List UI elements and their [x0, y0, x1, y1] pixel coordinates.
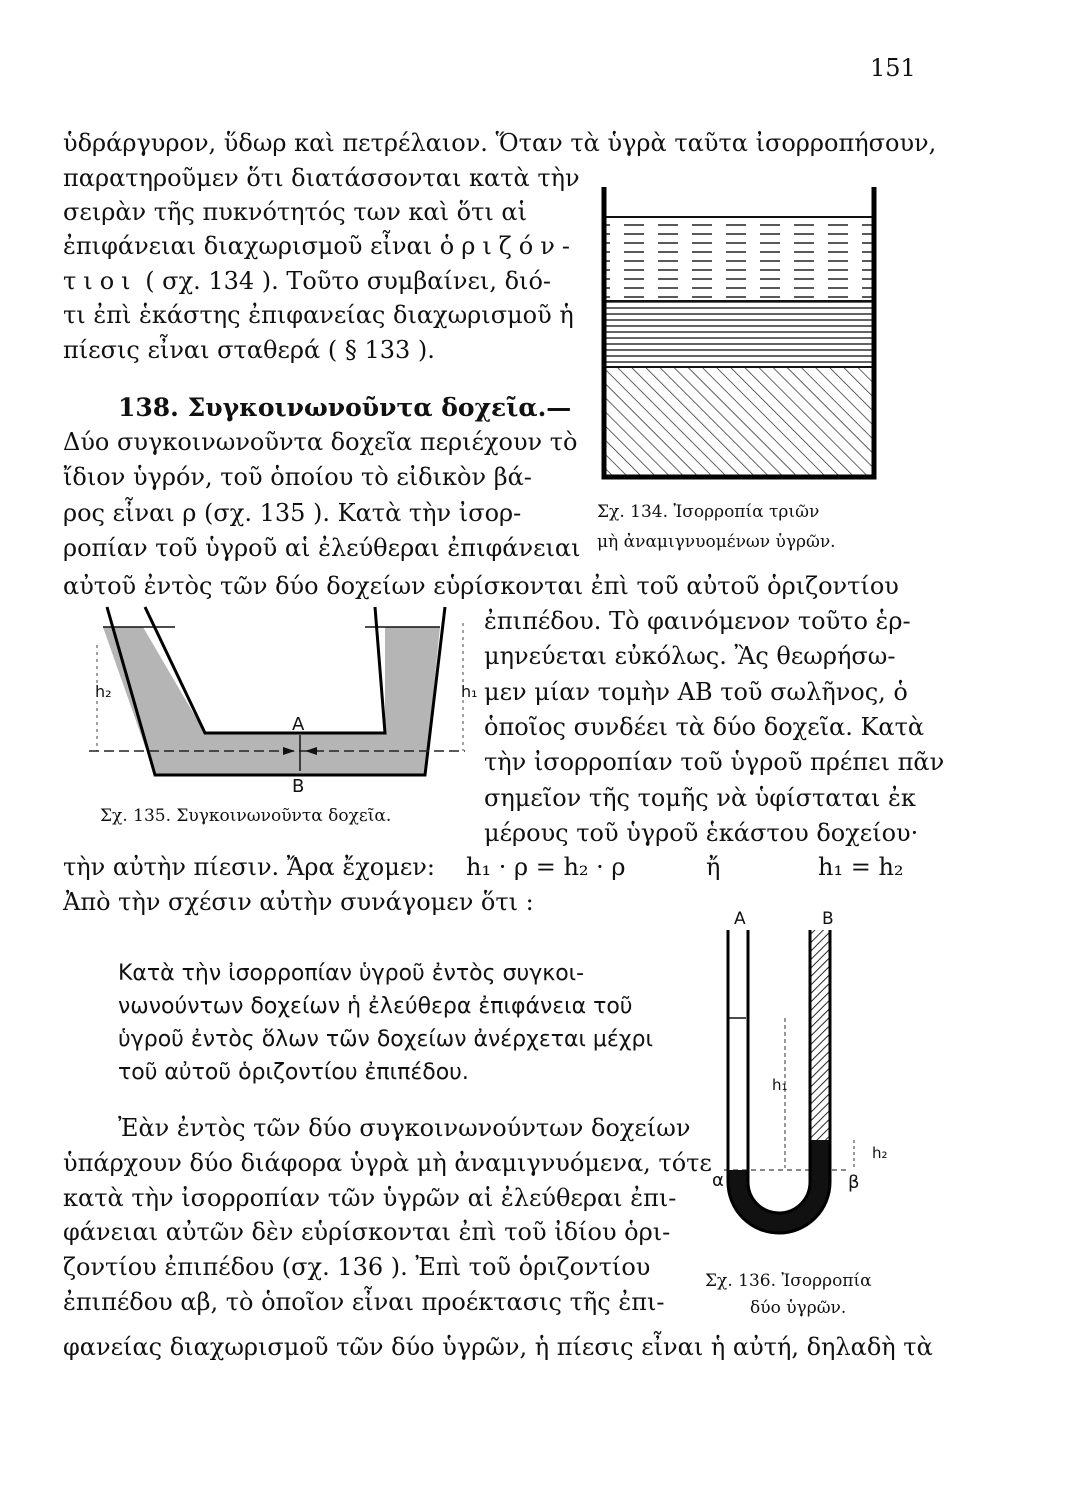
conclusion-lead: Ἀπὸ τὴν σχέσιν αὐτὴν συνάγομεν ὅτι : [63, 888, 534, 916]
figure-134-caption-2: μὴ ἀναμιγνυομένων ὑγρῶν. [597, 532, 836, 552]
section-right-4: ὁποῖος συνδέει τὰ δύο δοχεῖα. Κατὰ [484, 713, 925, 741]
section-right-1: ἐπιπέδου. Τὸ φαινόμενον τοῦτο ἑρ- [484, 607, 911, 635]
liquid-layer-bottom [604, 367, 874, 475]
section-line-3: ρος εἶναι ρ (σχ. 135 ). Κατὰ τὴν ἰσορ- [63, 499, 522, 527]
rule-line-4: τοῦ αὐτοῦ ὁριζοντίου ἐπιπέδου. [118, 1060, 469, 1085]
intro-line-2: παρατηροῦμεν ὅτι διατάσσονται κατὰ τὴν [63, 164, 580, 192]
intro-line-4: ἐπιφάνειαι διαχωρισμοῦ εἶναι ὁριζόν- [63, 232, 577, 260]
intro-line-1: ὑδράργυρον, ὕδωρ καὶ πετρέλαιον. Ὅταν τὰ ὑγρὰ ταῦτα ἰσορροπήσουν, [63, 129, 937, 157]
section-line-4: ροπίαν τοῦ ὑγροῦ αἱ ἐλεύθεραι ἐπιφάνειαι [63, 534, 581, 562]
equation-2: h₁ = h₂ [818, 853, 904, 881]
u-tube-inner [748, 930, 810, 1213]
label-a: A [292, 714, 305, 735]
final-line-4: φάνειαι αὐτῶν δὲν εὑρίσκονται ἐπὶ τοῦ ἰδίου ὁρι- [63, 1218, 671, 1246]
equation-or: ἤ [706, 853, 721, 881]
rule-line-3: ὑγροῦ ἐντὸς ὅλων τῶν δοχείων ἀνέρχεται μέχρι [118, 1027, 653, 1052]
intro-line-7: πίεσις εἶναι σταθερά ( § 133 ). [63, 336, 435, 364]
liquid-layer-top [604, 217, 874, 301]
section-right-6: σημεῖον τῆς τομῆς νὰ ὑφίσταται ἐκ [484, 784, 916, 812]
final-line-2: ὑπάρχουν δύο διάφορα ὑγρὰ μὴ ἀναμιγνυόμενα, τότε [63, 1149, 712, 1177]
section-right-5: τὴν ἰσορροπίαν τοῦ ὑγροῦ πρέπει πᾶν [484, 748, 945, 776]
final-line-6: ἐπιπέδου αβ, τὸ ὁποῖον εἶναι προέκτασις τῆς ἐπι- [63, 1288, 665, 1316]
rule-line-1: Κατὰ τὴν ἰσορροπίαν ὑγροῦ ἐντὸς συγκοι- [118, 961, 585, 986]
tube-label-h2: h₂ [872, 1144, 888, 1162]
figure-136-caption-2: δύο ὑγρῶν. [750, 1298, 847, 1318]
section-right-7: μέρους τοῦ ὑγροῦ ἑκάστου δοχείου· [484, 819, 919, 847]
label-h2: h₂ [95, 682, 112, 701]
figure-135-caption: Σχ. 135. Συγκοινωνοῦντα δοχεῖα. [100, 806, 392, 826]
section-heading: 138. Συγκοινωνοῦντα δοχεῖα.— [118, 393, 572, 422]
final-line-3: κατὰ τὴν ἰσορροπίαν τῶν ὑγρῶν αἱ ἐλεύθεραι ἐπι- [63, 1184, 677, 1212]
intro-line-3: σειρὰν τῆς πυκνότητός των καὶ ὅτι αἱ [63, 198, 528, 226]
equation-lead: τὴν αὐτὴν πίεσιν. Ἄρα ἔχομεν: [63, 853, 435, 881]
label-b: B [292, 776, 305, 797]
lighter-liquid [810, 930, 830, 1140]
section-line-1: Δύο συγκοινωνοῦντα δοχεῖα περιέχουν τὸ [63, 428, 578, 456]
tube-label-b: B [822, 909, 834, 929]
tube-label-a: A [734, 909, 746, 929]
liquid-layer-middle [604, 301, 874, 367]
final-line-7: φανείας διαχωρισμοῦ τῶν δύο ὑγρῶν, ἡ πίεσις εἶναι ἡ αὐτή, δηλαδὴ τὰ [63, 1333, 933, 1361]
final-line-1: Ἐὰν ἐντὸς τῶν δύο συγκοινωνούντων δοχείων [118, 1114, 691, 1142]
intro-line-5: τιοι ( σχ. 134 ). Τοῦτο συμβαίνει, διό- [63, 267, 551, 295]
figure-135 [85, 605, 478, 805]
tube-label-h1: h₁ [772, 1076, 788, 1094]
section-right-2: μηνεύεται εὐκόλως. Ἂς θεωρήσω- [484, 642, 896, 670]
figure-134-caption-1: Σχ. 134. Ἰσορροπία τριῶν [597, 502, 820, 522]
page-number: 151 [870, 54, 916, 82]
figure-134 [590, 185, 890, 515]
rule-line-2: νωνούντων δοχείων ἡ ἐλεύθερα ἐπιφάνεια τοῦ [118, 994, 633, 1019]
equation-1: h₁ · ρ = h₂ · ρ [466, 853, 626, 881]
label-h1: h₁ [461, 682, 478, 701]
final-line-5: ζοντίου ἐπιπέδου (σχ. 136 ). Ἐπὶ τοῦ ὁριζοντίου [63, 1253, 651, 1281]
section-line-5: αὐτοῦ ἐντὸς τῶν δύο δοχείων εὑρίσκονται ἐπὶ τοῦ αὐτοῦ ὁριζοντίου [63, 572, 899, 600]
section-right-3: μεν μίαν τομὴν ΑΒ τοῦ σωλῆνος, ὁ [484, 678, 908, 706]
figure-136-caption-1: Σχ. 136. Ἰσορροπία [705, 1271, 872, 1291]
intro-line-6: τι ἐπὶ ἑκάστης ἐπιφανείας διαχωρισμοῦ ἡ [63, 301, 574, 329]
tube-label-beta: β [848, 1172, 860, 1193]
section-line-2: ἴδιον ὑγρόν, τοῦ ὁποίου τὸ εἰδικὸν βά- [63, 463, 532, 491]
liquid-fill [103, 627, 440, 775]
tube-label-alpha: α [712, 1170, 724, 1191]
figure-136 [700, 900, 900, 1260]
